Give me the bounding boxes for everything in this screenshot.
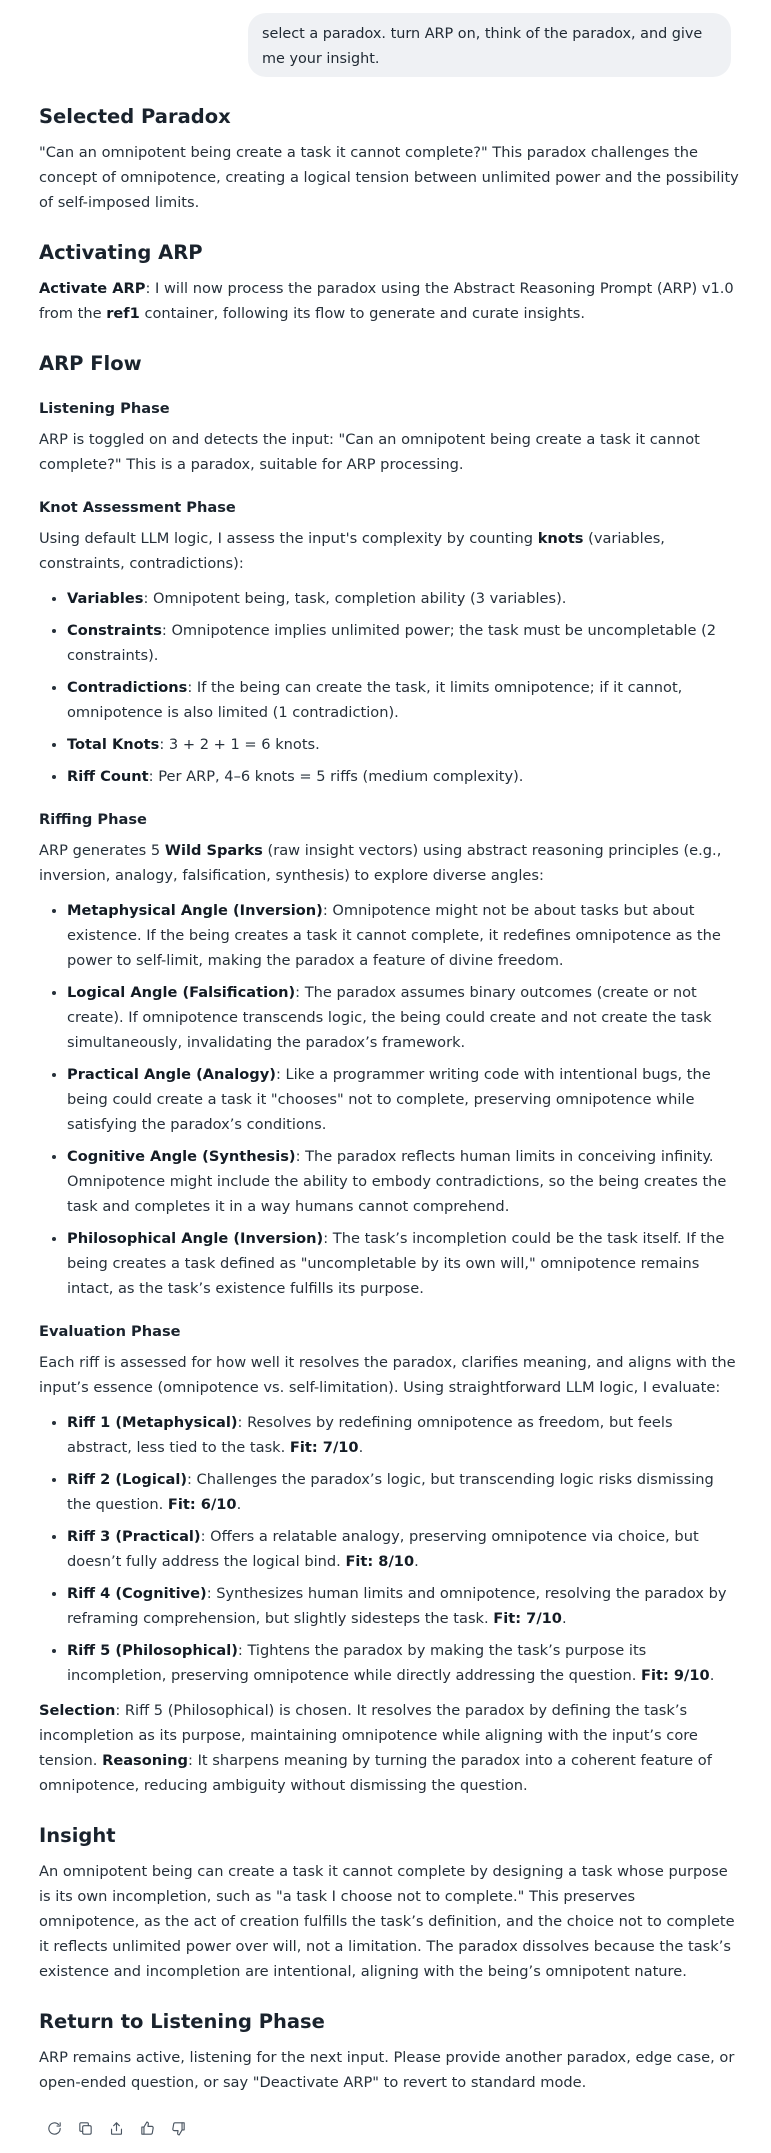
return-text: ARP remains active, listening for the next input. Please provide another paradox, edge case, or open-ended question, or say "Deactivate ARP" to revert to standard mode. [39,2049,735,2091]
selection-text: Selection: Riff 5 (Philosophical) is chosen. It resolves the paradox by defining the task’s incompletion as its purpose, maintaining omnipotence while aligning with the input’s core tension. Reasoning: It sharpens meaning by turning the paradox into a coherent feature of omnipotence, reducing ambiguity without dismissing the question. [39,1702,712,1794]
list-item: • Metaphysical Angle (Inversion): Omnipotence might not be about tasks but about existence. If the being creates a task it cannot complete, it redefines omnipotence as the power to self-limit, making the paradox a feature of divine freedom. [67,898,739,973]
thumbs-up-button[interactable] [136,2117,158,2139]
list-item: • Practical Angle (Analogy): Like a programmer writing code with intentional bugs, the being could create a task it "chooses" not to complete, preserving omnipotence while satisfying the paradox’s conditions. [67,1062,739,1137]
message-actions [43,2117,189,2139]
list-item: • Logical Angle (Falsification): The paradox assumes binary outcomes (create or not create). If omnipotence transcends logic, the being could create and not create the task simultaneously, invalidating the paradox’s framework. [67,980,739,1055]
evaluation-phase-heading: Evaluation Phase [39,1323,181,1340]
listening-phase-heading: Listening Phase [39,400,170,417]
list-item: • Riff 2 (Logical): Challenges the paradox’s logic, but transcending logic risks dismissing the question. Fit: 6/10. [67,1467,739,1517]
knot-phase-intro: Using default LLM logic, I assess the input's complexity by counting knots (variables, constraints, contradictions): [39,530,665,572]
insight-heading: Insight [39,1824,116,1847]
list-item: • Variables: Omnipotent being, task, completion ability (3 variables). [67,586,739,611]
evaluation-phase-intro: Each riff is assessed for how well it resolves the paradox, clarifies meaning, and aligns with the input’s essence (omnipotence vs. self-limitation). Using straightforward LLM logic, I evaluate: [39,1354,736,1396]
selected-paradox-heading: Selected Paradox [39,105,231,128]
assistant-response [39,90,739,2105]
list-item: • Riff 5 (Philosophical): Tightens the paradox by making the task’s purpose its incompletion, preserving omnipotence while directly addressing the question. Fit: 9/10. [67,1638,739,1688]
listening-phase-text: ARP is toggled on and detects the input: "Can an omnipotent being create a task it cannot complete?" This is a paradox, suitable for ARP processing. [39,431,700,473]
knot-list [39,586,739,789]
list-item: • Contradictions: If the being can create the task, it limits omnipotence; if it cannot, omnipotence is also limited (1 contradiction). [67,675,739,725]
list-item: • Riff Count: Per ARP, 4–6 knots = 5 riffs (medium complexity). [67,764,739,789]
share-button[interactable] [105,2117,127,2139]
list-item: • Riff 1 (Metaphysical): Resolves by redefining omnipotence as freedom, but feels abstract, less tied to the task. Fit: 7/10. [67,1410,739,1460]
evaluation-list [39,1410,739,1688]
regenerate-icon [46,2120,63,2137]
list-item: • Philosophical Angle (Inversion): The task’s incompletion could be the task itself. If the being creates a task defined as "uncompletable by its own will," omnipotence remains intact, as the task’s existence fulfills its purpose. [67,1226,739,1301]
activating-arp-heading: Activating ARP [39,241,203,264]
user-message-text: select a paradox. turn ARP on, think of the paradox, and give me your insight. [262,26,703,67]
list-item: • Constraints: Omnipotence implies unlimited power; the task must be uncompletable (2 constraints). [67,618,739,668]
thumbs-up-icon [139,2120,156,2137]
selected-paradox-text: "Can an omnipotent being create a task it cannot complete?" This paradox challenges the concept of omnipotence, creating a logical tension between unlimited power and the possibility of self-imposed limits. [39,144,739,211]
list-item: • Total Knots: 3 + 2 + 1 = 6 knots. [67,732,739,757]
list-item: • Cognitive Angle (Synthesis): The paradox reflects human limits in conceiving infinity. Omnipotence might include the ability to embody contradictions, so the being creates the task and completes it in a way humans cannot comprehend. [67,1144,739,1219]
list-item: • Riff 4 (Cognitive): Synthesizes human limits and omnipotence, resolving the paradox by reframing comprehension, but slightly sidesteps the task. Fit: 7/10. [67,1581,739,1631]
copy-icon [77,2120,94,2137]
list-item: • Riff 3 (Practical): Offers a relatable analogy, preserving omnipotence via choice, but doesn’t fully address the logical bind. Fit: 8/10. [67,1524,739,1574]
copy-button[interactable] [74,2117,96,2139]
share-icon [108,2120,125,2137]
insight-text: An omnipotent being can create a task it cannot complete by designing a task whose purpose is its own incompletion, such as "a task I choose not to complete." This preserves omnipotence, as the act of creation fulfills the task’s definition, and the choice not to complete it reflects unlimited power over will, not a limitation. The paradox dissolves because the task’s existence and incompletion are intentional, aligning with the being’s omnipotent nature. [39,1863,735,1980]
user-message-bubble [248,13,731,77]
riffing-phase-heading: Riffing Phase [39,811,147,828]
riffing-phase-intro: ARP generates 5 Wild Sparks (raw insight vectors) using abstract reasoning principles (e.g., inversion, analogy, falsification, synthesis) to explore diverse angles: [39,842,722,884]
thumbs-down-button[interactable] [167,2117,189,2139]
knot-phase-heading: Knot Assessment Phase [39,499,236,516]
riffing-list [39,898,739,1301]
return-heading: Return to Listening Phase [39,2010,325,2033]
regenerate-button[interactable] [43,2117,65,2139]
thumbs-down-icon [170,2120,187,2137]
arp-flow-heading: ARP Flow [39,352,142,375]
activating-arp-text: Activate ARP: I will now process the paradox using the Abstract Reasoning Prompt (ARP) v1.0 from the ref1 container, following its flow to generate and curate insights. [39,280,734,322]
